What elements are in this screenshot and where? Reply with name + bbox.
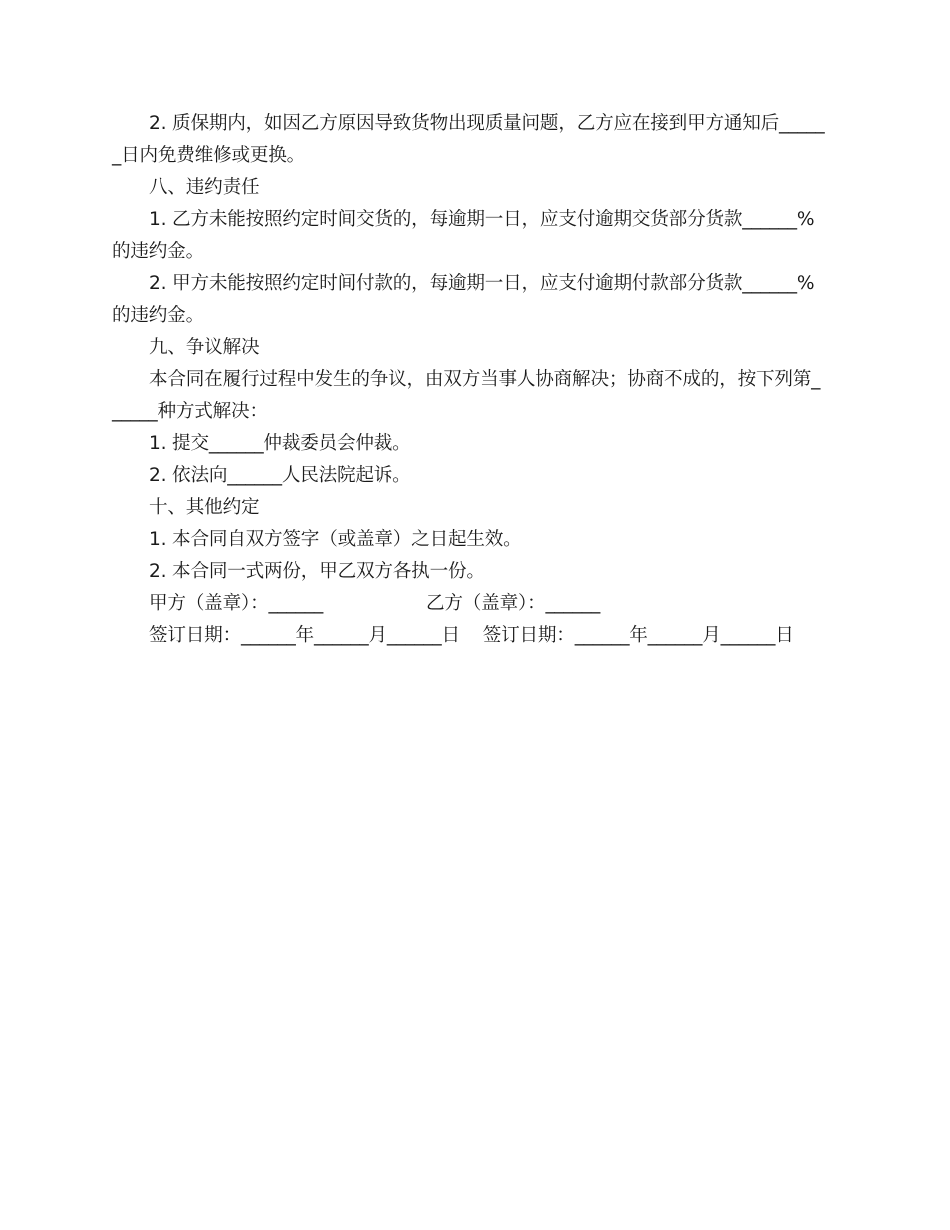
clause-copies: 2. 本合同一式两份，甲乙双方各执一份。: [149, 561, 485, 582]
contract-body: [112, 108, 828, 652]
clause-late-delivery: 1. 乙方未能按照约定时间交货的，每逾期一日，应支付逾期交货部分货款______%的违约金。: [112, 209, 815, 262]
signature-row: [112, 588, 828, 620]
clause-litigation: 2. 依法向______人民法院起诉。: [149, 465, 411, 486]
section-heading-dispute: 九、争议解决: [149, 337, 260, 358]
section-heading-breach: 八、违约责任: [149, 177, 260, 198]
clause-late-payment: 2. 甲方未能按照约定时间付款的，每逾期一日，应支付逾期付款部分货款______%的违约金。: [112, 273, 815, 326]
clause-dispute-resolution: 本合同在履行过程中发生的争议，由双方当事人协商解决；协商不成的，按下列第______种方式解决：: [112, 369, 821, 422]
signing-dates: 签订日期：______年______月______日 签订日期：______年______月______日: [149, 625, 794, 646]
party-a-signature: 甲方（盖章）：______: [149, 593, 324, 614]
clause-arbitration: 1. 提交______仲裁委员会仲裁。: [149, 433, 411, 454]
clause-effective: 1. 本合同自双方签字（或盖章）之日起生效。: [149, 529, 522, 550]
clause-warranty-repair: 2. 质保期内，如因乙方原因导致货物出现质量问题，乙方应在接到甲方通知后______日内免费维修或更换。: [112, 113, 825, 166]
section-heading-other: 十、其他约定: [149, 497, 260, 518]
party-b-signature: 乙方（盖章）：______: [426, 593, 601, 614]
